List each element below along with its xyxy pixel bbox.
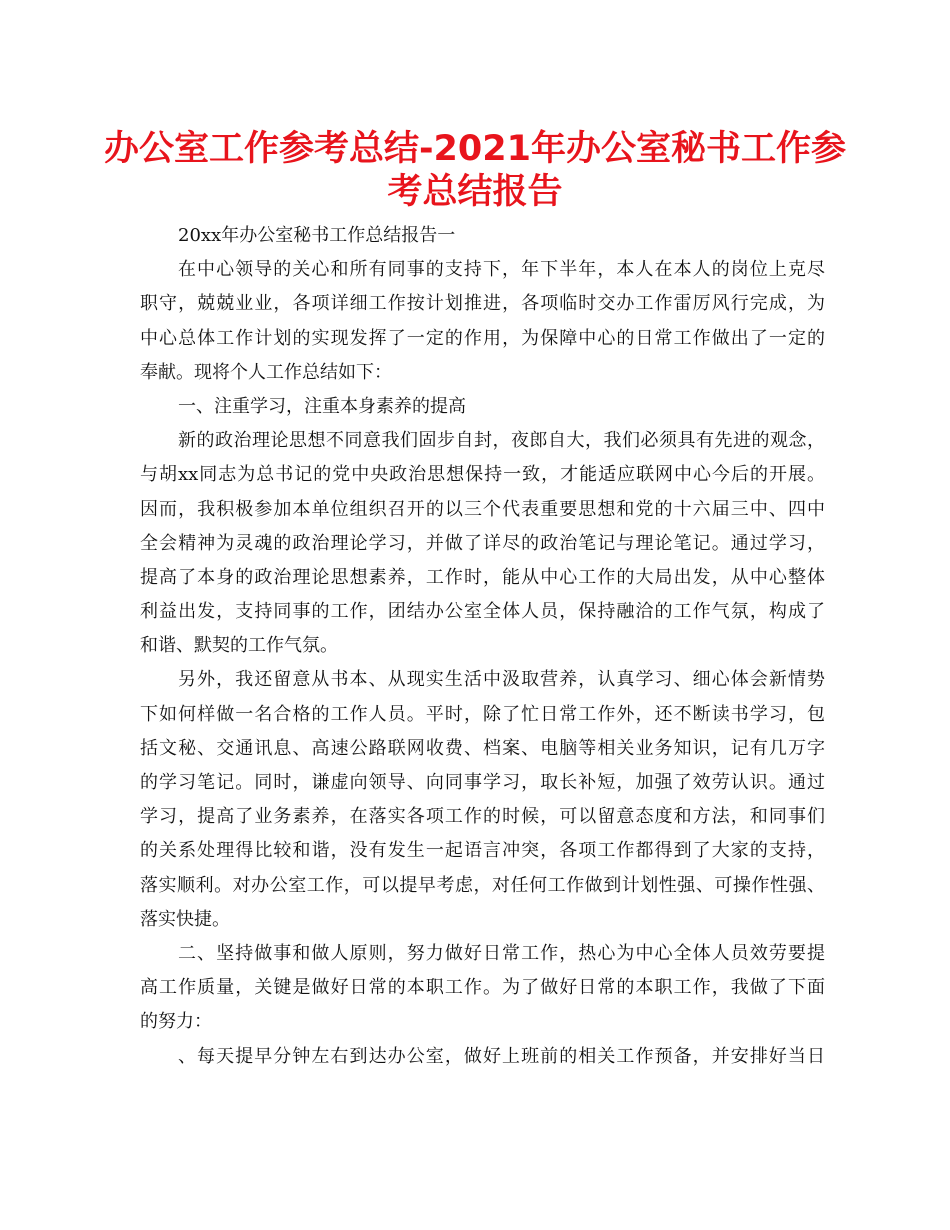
body-text-line: 的关系处理得比较和谐，没有发生一起语言冲突，各项工作都得到了大家的支持， — [140, 840, 825, 862]
body-text-line: 利益出发，支持同事的工作，团结办公室全体人员，保持融洽的工作气氛，构成了 — [140, 601, 825, 623]
body-text-line: 在中心领导的关心和所有同事的支持下，年下半年，本人在本人的岗位上克尽 — [178, 259, 825, 281]
body-text-line: 新的政治理论思想不同意我们固步自封，夜郎自大，我们必须具有先进的观念， — [178, 430, 825, 452]
body-text-line: 、每天提早分钟左右到达办公室，做好上班前的相关工作预备，并安排好当日 — [178, 1045, 825, 1067]
body-text-line: 另外，我还留意从书本、从现实生活中汲取营养，认真学习、细心体会新情势 — [178, 669, 825, 691]
body-text-line: 提高了本身的政治理论思想素养，工作时，能从中心工作的大局出发，从中心整体 — [140, 566, 825, 588]
body-text-line: 落实顺利。对办公室工作，可以提早考虑，对任何工作做到计划性强、可操作性强、 — [140, 874, 825, 896]
body-text-line: 一、注重学习，注重本身素养的提高 — [178, 395, 466, 417]
body-text-line: 全会精神为灵魂的政治理论学习，并做了详尽的政治笔记与理论笔记。通过学习， — [140, 532, 825, 554]
document-title-line-2: 考总结报告 — [387, 172, 563, 212]
body-text-line: 职守，兢兢业业，各项详细工作按计划推进，各项临时交办工作雷厉风行完成，为 — [140, 293, 825, 315]
body-text-line: 二、坚持做事和做人原则，努力做好日常工作，热心为中心全体人员效劳要提 — [178, 942, 825, 964]
body-text-line: 下如何样做一名合格的工作人员。平时，除了忙日常工作外，还不断读书学习，包 — [140, 703, 825, 725]
body-text-line: 的努力： — [140, 1011, 212, 1033]
document-body — [140, 219, 825, 1074]
document-title-line-1: 办公室工作参考总结-2021年办公室秘书工作参 — [104, 129, 846, 169]
body-text-line: 落实快捷。 — [140, 908, 230, 930]
body-text-line: 括文秘、交通讯息、高速公路联网收费、档案、电脑等相关业务知识，记有几万字 — [140, 737, 825, 759]
body-text-line: 因而，我积极参加本单位组织召开的以三个代表重要思想和党的十六届三中、四中 — [140, 498, 825, 520]
body-text-line: 的学习笔记。同时，谦虚向领导、向同事学习，取长补短，加强了效劳认识。通过 — [140, 772, 825, 793]
body-text-line: 学习，提高了业务素养，在落实各项工作的时候，可以留意态度和方法，和同事们 — [140, 806, 825, 828]
body-text-line: 中心总体工作计划的实现发挥了一定的作用，为保障中心的日常工作做出了一定的 — [140, 327, 825, 349]
body-text-line: 高工作质量，关键是做好日常的本职工作。为了做好日常的本职工作，我做了下面 — [140, 977, 825, 999]
body-text-line: 与胡xx同志为总书记的党中央政治思想保持一致，才能适应联网中心今后的开展。 — [140, 464, 825, 486]
body-text-line: 和谐、默契的工作气氛。 — [140, 635, 338, 657]
body-text-line: 奉献。现将个人工作总结如下： — [140, 361, 392, 383]
body-text-line: 20xx年办公室秘书工作总结报告一 — [178, 225, 456, 246]
